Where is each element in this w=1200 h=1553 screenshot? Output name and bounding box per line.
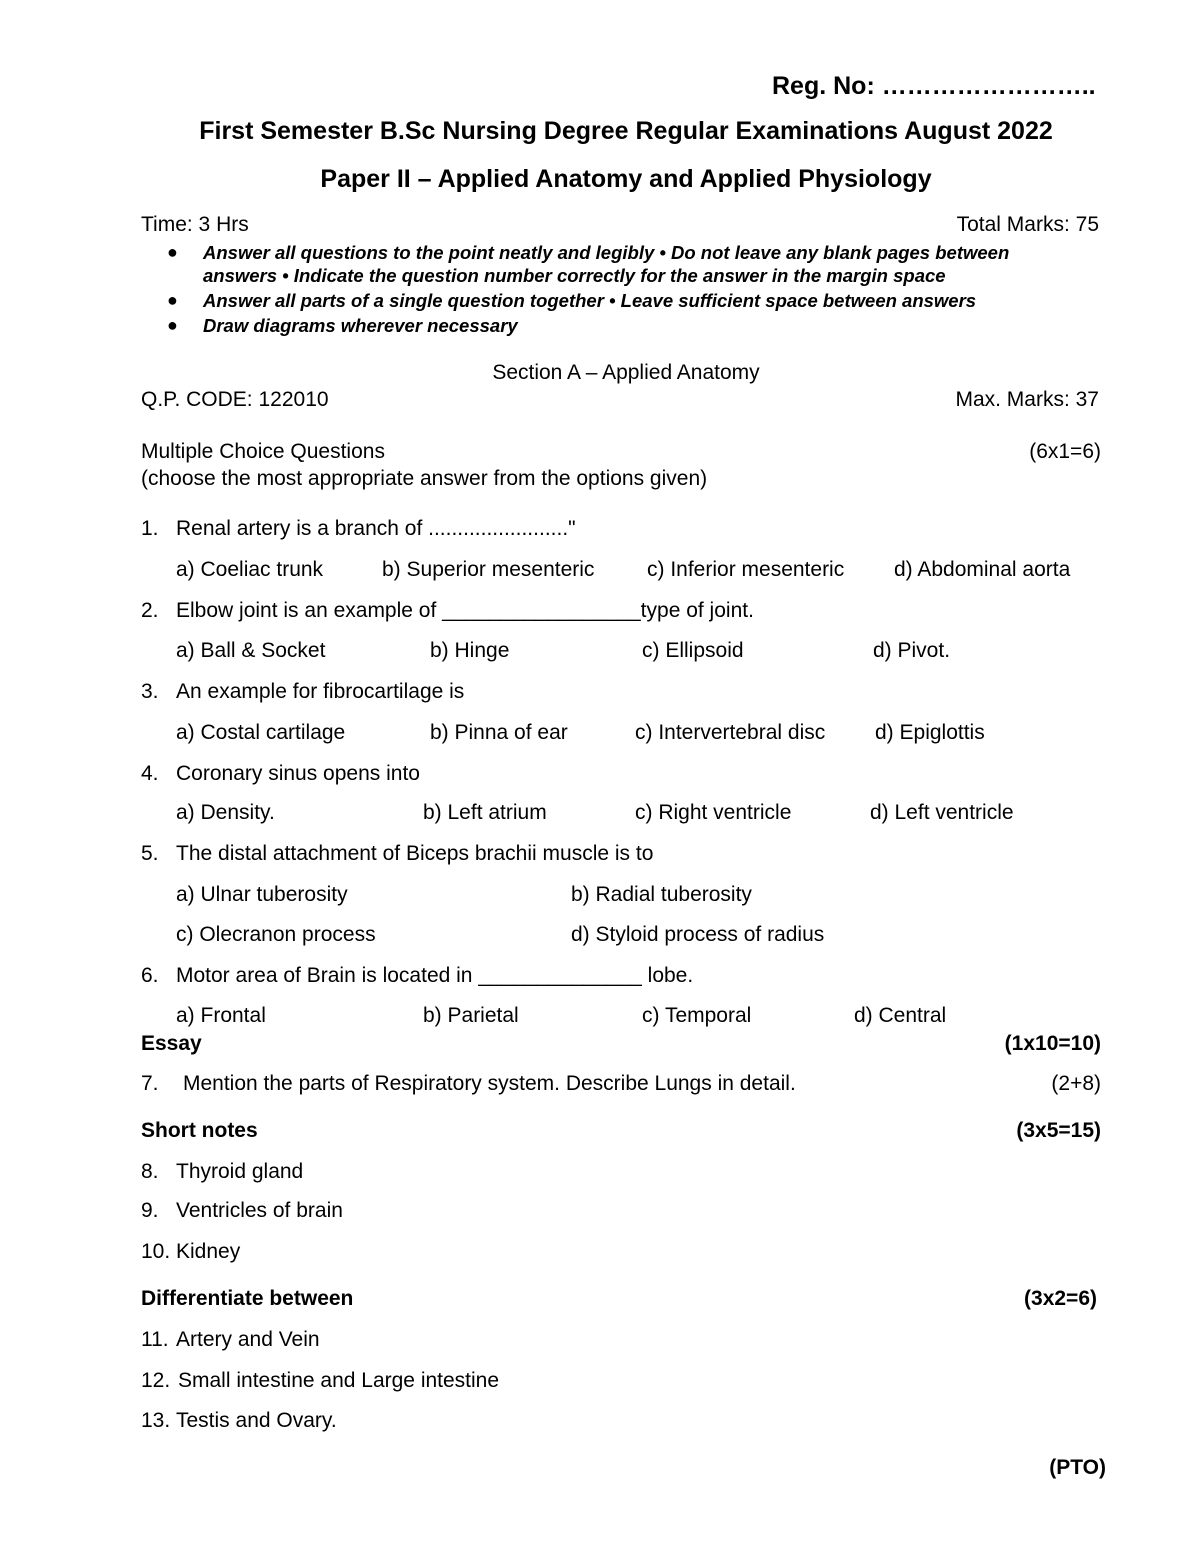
- differentiate-item: Artery and Vein: [176, 1328, 320, 1351]
- option: d) Styloid process of radius: [571, 923, 825, 946]
- question-text: An example for fibrocartilage is: [176, 680, 465, 703]
- essay-question-marks: (2+8): [1051, 1072, 1101, 1095]
- max-marks: Max. Marks: 37: [955, 388, 1099, 411]
- pto-label: (PTO): [1049, 1456, 1106, 1479]
- short-notes-marks: (3x5=15): [1016, 1119, 1101, 1142]
- question-text: Coronary sinus opens into: [176, 762, 420, 785]
- instruction-line: Answer all questions to the point neatly and legibly • Do not leave any blank pages between: [203, 242, 1010, 263]
- differentiate-item: Small intestine and Large intestine: [178, 1369, 500, 1392]
- instruction-line: Draw diagrams wherever necessary: [203, 315, 518, 336]
- question-number: 13.: [141, 1409, 171, 1432]
- instruction-line: Answer all parts of a single question together • Leave sufficient space between answers: [203, 290, 977, 311]
- instruction-line: answers • Indicate the question number correctly for the answer in the margin space: [203, 265, 946, 286]
- option: a) Ulnar tuberosity: [176, 883, 348, 906]
- reg-no: Reg. No: ……………………..: [772, 72, 1096, 100]
- option: d) Pivot.: [873, 639, 951, 662]
- option: a) Costal cartilage: [176, 721, 346, 744]
- option: c) Olecranon process: [176, 923, 376, 946]
- question-number: 3.: [141, 680, 159, 703]
- differentiate-heading: Differentiate between: [141, 1287, 354, 1310]
- option: a) Frontal: [176, 1004, 266, 1027]
- total-marks: Total Marks: 75: [956, 213, 1099, 236]
- question-number: 7.: [141, 1072, 159, 1095]
- differentiate-item: Testis and Ovary.: [176, 1409, 337, 1432]
- option: b) Parietal: [423, 1004, 519, 1027]
- question-number: 12.: [141, 1369, 171, 1392]
- essay-question: Mention the parts of Respiratory system. Describe Lungs in detail.: [183, 1072, 796, 1095]
- question-number: 1.: [141, 517, 159, 540]
- option: d) Left ventricle: [870, 801, 1014, 824]
- mcq-heading: Multiple Choice Questions: [141, 440, 385, 463]
- option: c) Temporal: [642, 1004, 752, 1027]
- question-text: Renal artery is a branch of ........................": [176, 517, 576, 540]
- question-number: 8.: [141, 1160, 159, 1183]
- option: d) Epiglottis: [875, 721, 985, 744]
- question-text: Motor area of Brain is located in ______________ lobe.: [176, 964, 694, 987]
- short-notes-heading: Short notes: [141, 1119, 258, 1142]
- option: a) Coeliac trunk: [176, 558, 324, 581]
- bullet-icon: ●: [167, 315, 178, 335]
- short-note-item: Thyroid gland: [176, 1160, 304, 1183]
- option: a) Density.: [176, 801, 275, 824]
- option: c) Right ventricle: [635, 801, 792, 824]
- section-title: Section A – Applied Anatomy: [492, 361, 760, 384]
- exam-title: First Semester B.Sc Nursing Degree Regular Examinations August 2022: [199, 117, 1053, 145]
- question-number: 9.: [141, 1199, 159, 1222]
- question-number: 5.: [141, 842, 159, 865]
- short-note-item: Kidney: [176, 1240, 241, 1263]
- option: c) Intervertebral disc: [635, 721, 826, 744]
- question-text: The distal attachment of Biceps brachii muscle is to: [176, 842, 654, 865]
- question-number: 2.: [141, 599, 159, 622]
- option: b) Pinna of ear: [430, 721, 568, 744]
- option: d) Abdominal aorta: [894, 558, 1071, 581]
- option: c) Ellipsoid: [642, 639, 744, 662]
- question-number: 4.: [141, 762, 159, 785]
- time-allowed: Time: 3 Hrs: [141, 213, 249, 236]
- option: a) Ball & Socket: [176, 639, 326, 662]
- short-note-item: Ventricles of brain: [176, 1199, 343, 1222]
- question-number: 6.: [141, 964, 159, 987]
- differentiate-marks: (3x2=6): [1024, 1287, 1097, 1310]
- question-number: 10.: [141, 1240, 171, 1263]
- option: b) Hinge: [430, 639, 510, 662]
- bullet-icon: ●: [167, 290, 178, 310]
- option: b) Radial tuberosity: [571, 883, 752, 906]
- bullet-icon: ●: [167, 242, 178, 262]
- question-text: Elbow joint is an example of _________________type of joint.: [176, 599, 754, 622]
- mcq-subheading: (choose the most appropriate answer from the options given): [141, 467, 708, 490]
- question-number: 11.: [141, 1328, 169, 1351]
- option: d) Central: [854, 1004, 947, 1027]
- option: b) Left atrium: [423, 801, 547, 824]
- paper-title: Paper II – Applied Anatomy and Applied Physiology: [320, 165, 932, 193]
- option: b) Superior mesenteric: [382, 558, 595, 581]
- mcq-marks: (6x1=6): [1029, 440, 1101, 463]
- option: c) Inferior mesenteric: [647, 558, 845, 581]
- essay-heading: Essay: [141, 1032, 202, 1055]
- qp-code: Q.P. CODE: 122010: [141, 388, 329, 411]
- essay-marks: (1x10=10): [1004, 1032, 1101, 1055]
